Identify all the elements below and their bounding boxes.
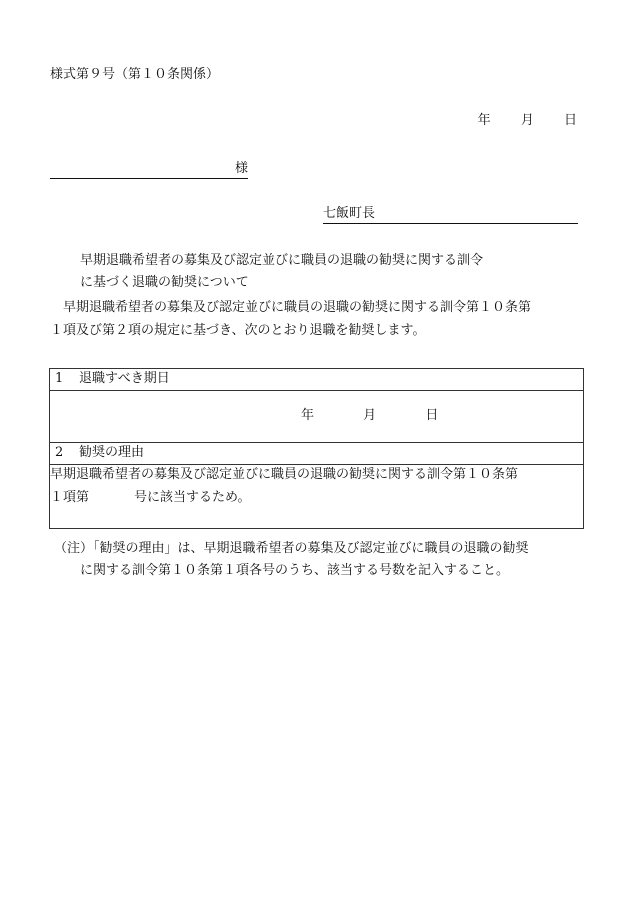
sender-title: 七飯町長 [323, 206, 376, 221]
date-day-label: 日 [563, 113, 577, 128]
reason-line-1: 早期退職希望者の募集及び認定並びに職員の退職の勧奨に関する訓令第１０条第 [50, 467, 519, 482]
section-1-number: 1 [55, 371, 64, 386]
note-line-2: に関する訓令第１０条第１項各号のうち、該当する号数を記入すること。 [80, 563, 510, 578]
section-2-number: 2 [55, 445, 64, 460]
notice-table [49, 368, 584, 529]
reason-item-prefix: １項第 [50, 490, 90, 505]
section-2-label: 勧奨の理由 [79, 445, 145, 460]
section-1-label: 退職すべき期日 [79, 371, 170, 386]
subject-line-1: 早期退職希望者の募集及び認定並びに職員の退職の勧奨に関する訓令 [80, 253, 484, 268]
body-line-1: 早期退職希望者の募集及び認定並びに職員の退職の勧奨に関する訓令第１０条第 [63, 300, 532, 315]
subject-line-2: に基づく退職の勧奨について [80, 275, 249, 290]
form-number: 様式第９号（第１０条関係） [50, 67, 220, 82]
reason-row [50, 464, 583, 528]
date-month-label: 月 [520, 113, 534, 128]
reason-line-2 [50, 489, 251, 507]
issue-date [478, 112, 577, 130]
body-line-2: １項及び第２項の規定に基づき、次のとおり退職を勧奨します。 [50, 323, 426, 338]
retirement-year-label: 年 [301, 408, 315, 423]
sender-line [323, 205, 578, 224]
retirement-month-label: 月 [363, 408, 377, 423]
date-year-label: 年 [477, 113, 491, 128]
retirement-date-row [50, 390, 583, 442]
retirement-day-label: 日 [425, 408, 439, 423]
addressee-line [50, 160, 248, 179]
reason-item-suffix: 号に該当するため。 [134, 490, 251, 505]
note-line-1: （注）「勧奨の理由」は、早期退職希望者の募集及び認定並びに職員の退職の勧奨 [54, 541, 529, 556]
section-2-header [50, 442, 583, 464]
addressee-suffix: 様 [234, 161, 248, 176]
section-1-header [50, 369, 583, 390]
